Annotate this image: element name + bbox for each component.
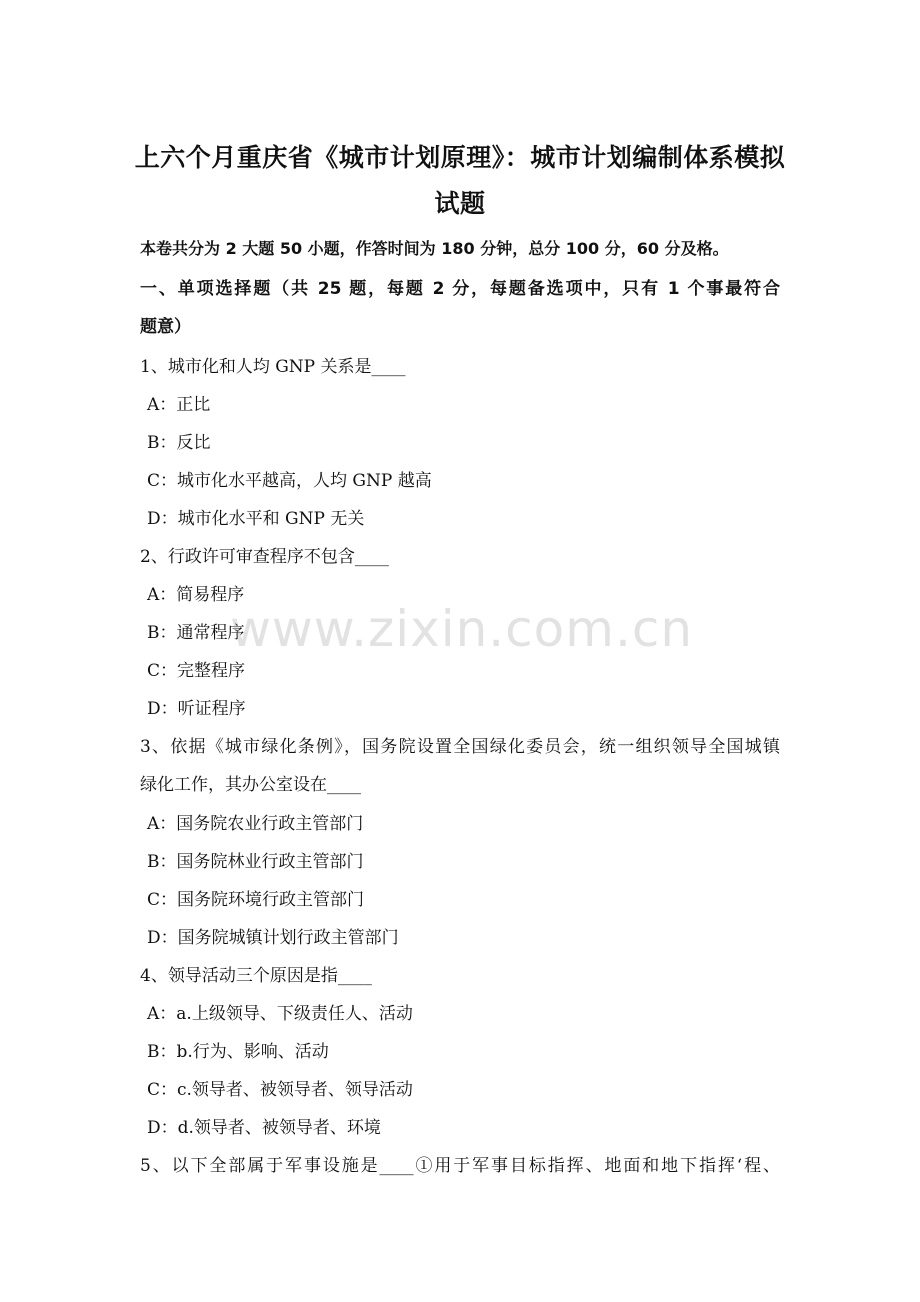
question-1-option-d: D：城市化水平和 GNP 无关	[147, 509, 365, 529]
exam-intro: 本卷共分为 2 大题 50 小题，作答时间为 180 分钟，总分 100 分，60 分及格。	[140, 239, 729, 258]
question-4-option-c: C：c.领导者、被领导者、领导活动	[147, 1080, 413, 1100]
question-3-option-b: B：国务院林业行政主管部门	[147, 852, 364, 872]
question-3-option-a: A：国务院农业行政主管部门	[147, 814, 364, 834]
question-1-stem: 1、城市化和人均 GNP 关系是____	[140, 357, 406, 377]
question-4-stem: 4、领导活动三个原因是指____	[140, 966, 372, 986]
document-title-line2: 试题	[434, 189, 486, 218]
question-5-stem: 5、以下全部属于军事设施是____①用于军事目标指挥、地面和地下指挥‘程、	[140, 1156, 780, 1176]
question-1-option-b: B：反比	[147, 433, 211, 453]
question-2-option-c: C：完整程序	[147, 661, 246, 681]
watermark: www.zixin.com.cn	[230, 600, 694, 658]
document-title-line1: 上六个月重庆省《城市计划原理》：城市计划编制体系模拟	[134, 143, 786, 172]
section-heading-line1: 一、单项选择题（共 25 题，每题 2 分，每题备选项中，只有 1 个事最符合	[140, 279, 780, 299]
question-4-option-d: D：d.领导者、被领导者、环境	[147, 1118, 381, 1138]
question-2-stem: 2、行政许可审查程序不包含____	[140, 547, 389, 567]
question-1-option-a: A：正比	[147, 395, 211, 415]
question-3-option-d: D：国务院城镇计划行政主管部门	[147, 928, 399, 948]
question-2-option-a: A：简易程序	[147, 585, 245, 605]
question-3-option-c: C：国务院环境行政主管部门	[147, 890, 365, 910]
question-3-stem-line2: 绿化工作，其办公室设在____	[140, 775, 361, 795]
question-3-stem-line1: 3、依据《城市绿化条例》，国务院设置全国绿化委员会，统一组织领导全国城镇	[140, 737, 780, 757]
question-2-option-d: D：听证程序	[147, 699, 246, 719]
question-4-option-a: A：a.上级领导、下级责任人、活动	[147, 1004, 413, 1024]
section-heading-line2: 题意）	[140, 317, 191, 337]
question-2-option-b: B：通常程序	[147, 623, 245, 643]
question-4-option-b: B：b.行为、影响、活动	[147, 1042, 329, 1062]
question-1-option-c: C：城市化水平越高，人均 GNP 越高	[147, 471, 432, 491]
